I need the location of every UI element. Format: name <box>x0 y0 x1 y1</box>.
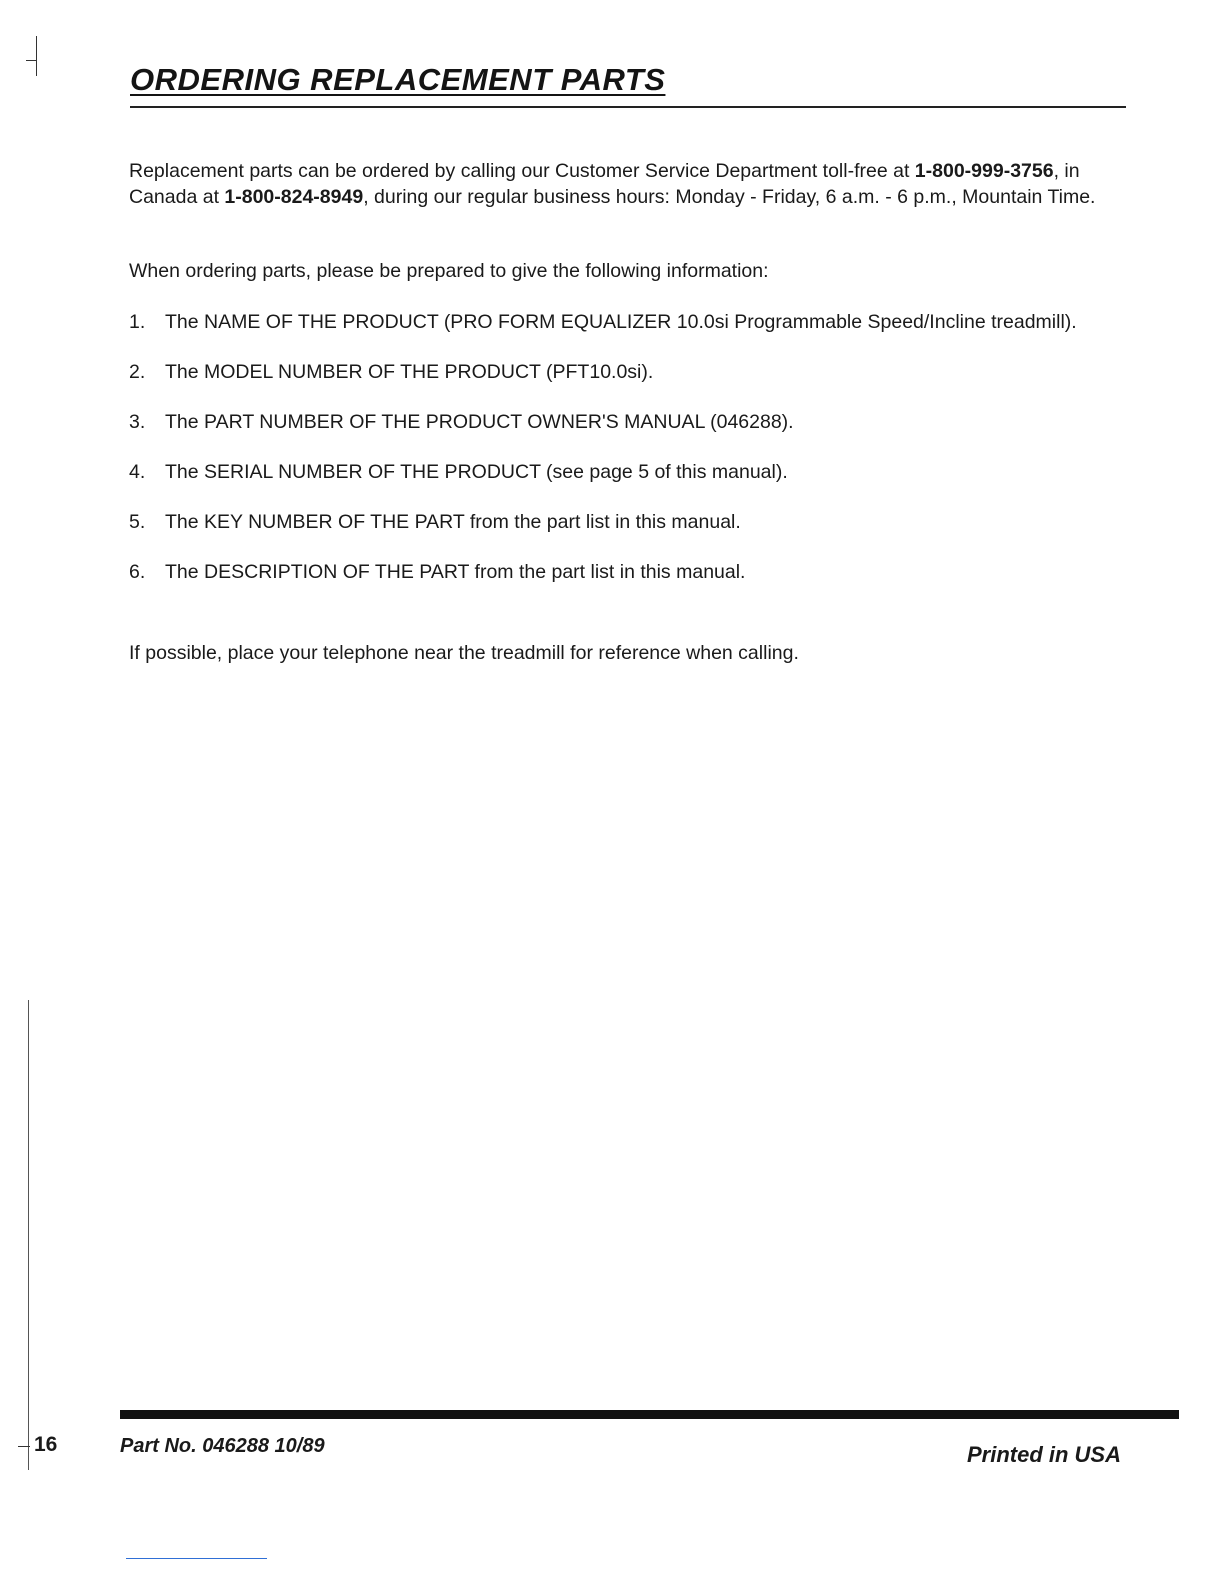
list-item <box>129 509 1119 535</box>
part-number: Part No. 046288 10/89 <box>120 1435 325 1457</box>
closing-note: If possible, place your telephone near the treadmill for reference when calling. <box>129 642 799 664</box>
list-item-number: 4. <box>129 461 146 483</box>
scan-artifact-line <box>126 1558 267 1559</box>
list-item <box>129 409 1119 435</box>
intro-text-middle: , in Canada at <box>129 160 1080 208</box>
list-item-number: 2. <box>129 361 146 383</box>
ordering-prompt: When ordering parts, please be prepared to give the following information: <box>129 260 769 282</box>
margin-crop-mark <box>36 36 37 76</box>
list-item <box>129 359 1119 385</box>
list-item-text: The NAME OF THE PRODUCT (PRO FORM EQUALIZER 10.0si Programmable Speed/Incline treadmill). <box>165 311 1077 333</box>
canada-phone-number: 1-800-824-8949 <box>224 186 364 208</box>
intro-text-before: Replacement parts can be ordered by calling our Customer Service Department toll-free at <box>129 160 915 182</box>
page-number: 16 <box>34 1433 58 1456</box>
page-title: ORDERING REPLACEMENT PARTS <box>130 62 666 97</box>
ordering-info-list <box>129 309 1119 609</box>
list-item-text: The KEY NUMBER OF THE PART from the part list in this manual. <box>165 511 741 533</box>
intro-paragraph <box>129 158 1119 210</box>
list-item-text: The MODEL NUMBER OF THE PRODUCT (PFT10.0si). <box>165 361 654 383</box>
list-item-text: The PART NUMBER OF THE PRODUCT OWNER'S MANUAL (046288). <box>165 411 794 433</box>
intro-text-after: , during our regular business hours: Monday - Friday, 6 a.m. - 6 p.m., Mountain Time. <box>363 186 1096 208</box>
printed-in-label: Printed in USA <box>966 1442 1121 1467</box>
list-item-text: The SERIAL NUMBER OF THE PRODUCT (see page 5 of this manual). <box>165 461 788 483</box>
footer-rule <box>120 1410 1179 1419</box>
list-item-number: 3. <box>129 411 146 433</box>
list-item <box>129 459 1119 485</box>
list-item-text: The DESCRIPTION OF THE PART from the part list in this manual. <box>165 561 746 583</box>
us-phone-number: 1-800-999-3756 <box>914 160 1054 182</box>
list-item-number: 1. <box>129 311 146 333</box>
margin-crop-mark <box>28 1000 29 1470</box>
margin-crop-mark <box>26 60 36 61</box>
title-rule <box>130 106 1126 108</box>
list-item <box>129 309 1119 335</box>
list-item <box>129 559 1119 585</box>
margin-crop-mark <box>18 1446 30 1447</box>
list-item-number: 5. <box>129 511 146 533</box>
list-item-number: 6. <box>129 561 146 583</box>
